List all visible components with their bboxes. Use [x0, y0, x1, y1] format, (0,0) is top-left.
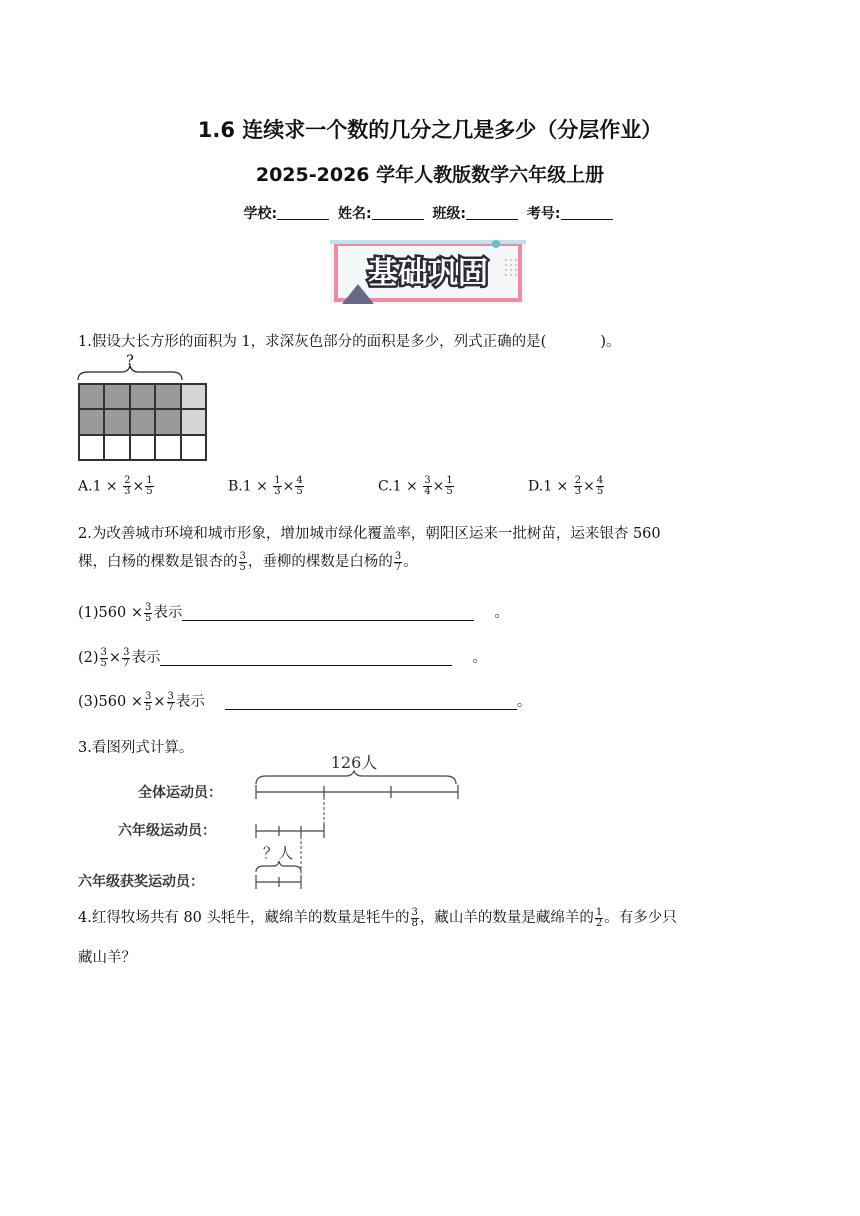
school-blank[interactable] [277, 205, 329, 220]
section-banner [330, 238, 526, 306]
q2-sub1-answer-line[interactable] [182, 604, 474, 621]
option-a-frac2: $\frac{1}{5}$ [146, 475, 153, 497]
q2-sub2-end: 。 [472, 650, 487, 666]
q2-line2-a: 棵，白杨的棵数是银杏的 [78, 554, 238, 570]
q4-frac-b: $\frac{1}{2}$ [595, 906, 603, 929]
q2-sub3-times: × [153, 694, 166, 710]
q2-frac-b: $\frac{3}{7}$ [394, 550, 402, 573]
exam-number-label: 考号: [526, 206, 561, 222]
q2-frac-a: $\frac{3}{5}$ [239, 550, 246, 573]
option-b[interactable]: B.1 × $\frac{1}{3}$ × $\frac{4}{5}$ [228, 475, 303, 497]
grid-cell-dark [155, 384, 180, 409]
page-subtitle: 2025-2026 学年人教版数学六年级上册 [255, 164, 605, 186]
q2-sub2-times: × [108, 650, 122, 666]
q2-sub3-end: 。 [516, 694, 532, 710]
banner-text: 基础巩固 [368, 256, 488, 291]
question-2-line2 [78, 550, 418, 573]
grid-cell-white [104, 435, 129, 460]
total-brace [256, 771, 456, 784]
brace-question-mark: ? [126, 353, 134, 369]
option-c-frac2: $\frac{1}{5}$ [446, 475, 453, 497]
question-4-line1 [78, 906, 677, 929]
grid-cell-white [155, 435, 180, 460]
option-b-expr: 1 × [242, 478, 268, 495]
grid-cell-white [130, 435, 155, 460]
q2-sub3-frac1: $\frac{3}{5}$ [144, 690, 152, 713]
grid-cell-light [181, 409, 206, 434]
grid-cell-dark [130, 409, 155, 434]
class-blank[interactable] [466, 205, 518, 220]
q2-sub1-frac: $\frac{3}{5}$ [144, 601, 152, 624]
q4-text-c: 。有多少只 [604, 910, 677, 926]
unknown-brace [256, 861, 301, 872]
question-2-sub3 [78, 690, 531, 713]
question-3-text: 3.看图列式计算。 [78, 740, 194, 756]
option-b-frac1: $\frac{1}{3}$ [274, 475, 281, 497]
exam-number-blank[interactable] [561, 205, 613, 220]
segment-diagram [250, 752, 465, 892]
option-b-label: B. [228, 478, 243, 495]
question-2-line1: 2.为改善城市环境和城市形象，增加城市绿化覆盖率，朝阳区运来一批树苗，运来银杏 560 [78, 526, 661, 542]
q4-text-a: 4.红得牧场共有 80 头牦牛，藏绵羊的数量是牦牛的 [78, 910, 410, 926]
grid-cell-white [181, 435, 206, 460]
option-d-label: D. [528, 478, 544, 495]
option-b-frac2: $\frac{4}{5}$ [296, 475, 303, 497]
question-1-close: )。 [600, 334, 621, 350]
row-grade6-label: 六年级运动员： [118, 823, 216, 839]
question-1 [78, 330, 621, 351]
q2-sub3-answer-line[interactable] [225, 693, 517, 710]
question-2-sub2 [78, 646, 487, 669]
brace-question [76, 350, 186, 384]
option-c-frac1: $\frac{3}{4}$ [424, 475, 431, 497]
option-a[interactable]: A.1 × $\frac{2}{3}$ × $\frac{1}{5}$ [78, 475, 153, 497]
row-all-athletes-label: 全体运动员： [138, 785, 222, 801]
name-label: 姓名: [337, 206, 372, 222]
grid-cell-white [79, 435, 104, 460]
q2-sub3-suffix: 表示 [175, 694, 205, 710]
option-c-expr: 1 × [392, 478, 418, 495]
q2-sub2-suffix: 表示 [131, 650, 161, 666]
question-2-sub1 [78, 601, 509, 624]
q2-sub2-answer-line[interactable] [160, 649, 452, 666]
grid-cell-dark [130, 384, 155, 409]
grid-cell-light [181, 384, 206, 409]
class-label: 班级: [432, 206, 467, 222]
name-blank[interactable] [372, 205, 424, 220]
q4-frac-a: $\frac{3}{8}$ [411, 906, 418, 929]
q2-sub1-prefix: (1)560 × [78, 605, 143, 621]
grid-cell-dark [155, 409, 180, 434]
grid-cell-dark [104, 409, 129, 434]
q2-line2-b: ，垂柳的棵数是白杨的 [247, 554, 393, 570]
banner-graphic [330, 238, 526, 306]
q2-sub2-frac2: $\frac{3}{7}$ [123, 646, 130, 669]
option-d-frac2: $\frac{4}{5}$ [596, 475, 604, 497]
option-c[interactable]: C.1 × $\frac{3}{4}$ × $\frac{1}{5}$ [378, 475, 453, 497]
q4-text-b: ，藏山羊的数量是藏绵羊的 [419, 910, 594, 926]
option-d-expr: 1 × [543, 478, 569, 495]
page-title: 1.6 连续求一个数的几分之几是多少（分层作业） [197, 118, 663, 142]
student-info-line [0, 203, 860, 223]
option-a-label: A. [78, 478, 93, 495]
school-label: 学校: [243, 206, 278, 222]
q2-line2-c: 。 [403, 554, 418, 570]
area-grid [78, 383, 207, 461]
q2-sub2-prefix: (2) [78, 650, 99, 666]
option-a-frac1: $\frac{2}{3}$ [124, 475, 131, 497]
total-label: 126人 [330, 753, 378, 772]
option-d-frac1: $\frac{2}{3}$ [574, 475, 582, 497]
option-c-label: C. [378, 478, 393, 495]
q2-sub2-frac1: $\frac{3}{5}$ [100, 646, 107, 669]
q2-sub1-suffix: 表示 [153, 605, 183, 621]
q2-sub1-end: 。 [494, 605, 509, 621]
option-a-expr: 1 × [92, 478, 118, 495]
question-1-text: 1.假设大长方形的面积为 1，求深灰色部分的面积是多少，列式正确的是( [78, 334, 547, 350]
grid-cell-dark [79, 409, 104, 434]
grid-cell-dark [104, 384, 129, 409]
row-grade6-winners-label: 六年级获奖运动员： [78, 874, 204, 890]
option-d[interactable]: D.1 × $\frac{2}{3}$ × $\frac{4}{5}$ [528, 475, 604, 497]
unknown-label: ？人 [262, 844, 294, 862]
question-4-line2: 藏山羊？ [78, 950, 136, 966]
q2-sub3-prefix: (3)560 × [78, 694, 143, 710]
q2-sub3-frac2: $\frac{3}{7}$ [167, 690, 174, 713]
grid-cell-dark [79, 384, 104, 409]
